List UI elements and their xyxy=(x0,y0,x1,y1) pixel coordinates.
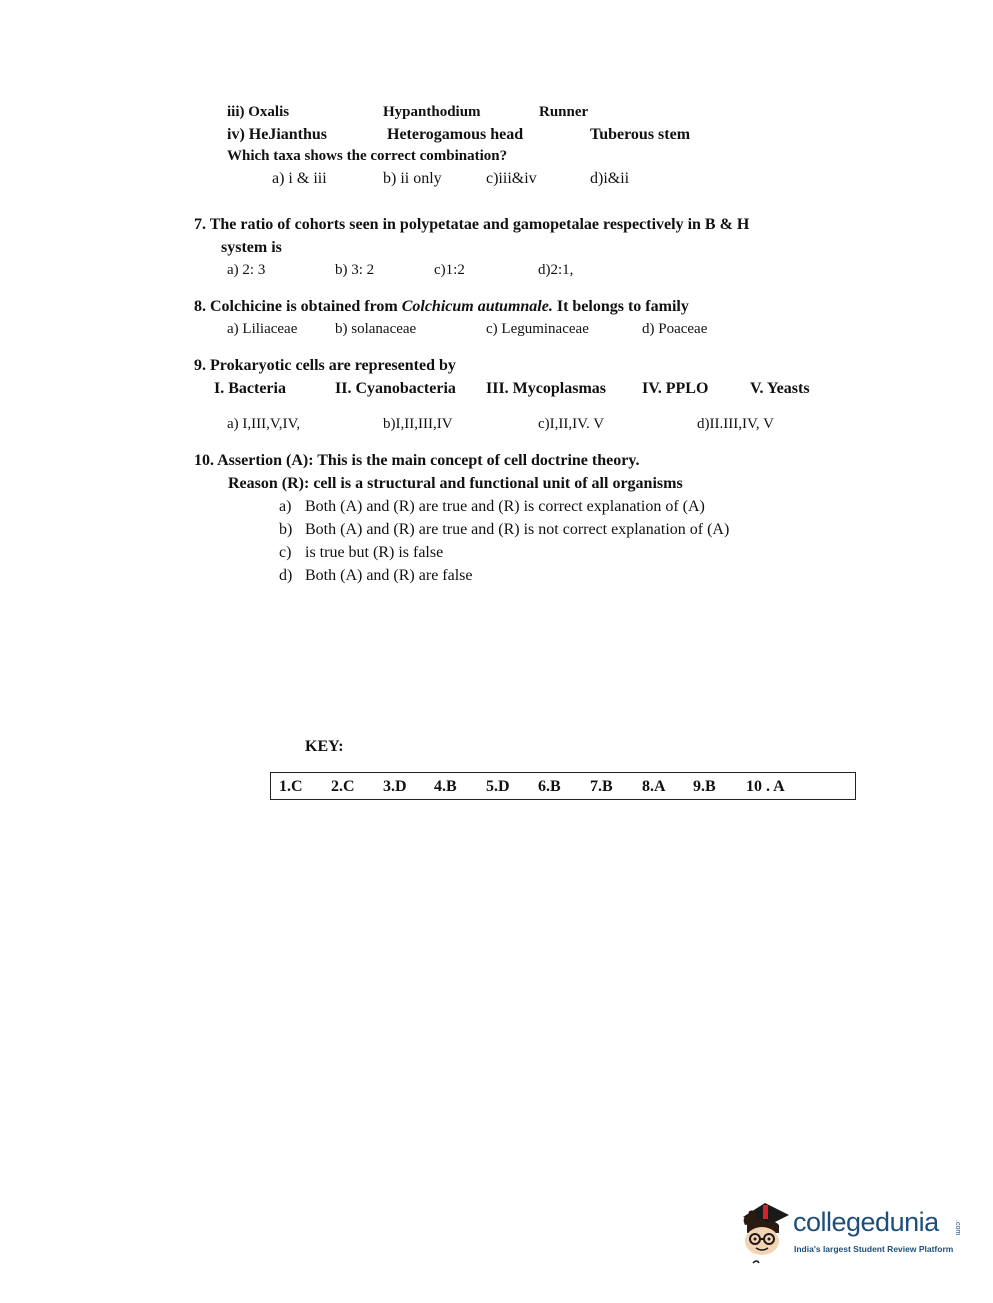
q6-option-c: c)iii&iv xyxy=(486,170,537,187)
q6-row3-col3: Runner xyxy=(539,104,589,120)
logo-tagline: India's largest Student Review Platform xyxy=(794,1244,954,1254)
q7-option-a: a) 2: 3 xyxy=(227,262,266,278)
q9-option-b: b)I,II,III,IV xyxy=(383,416,453,432)
q7-stem-cont: system is xyxy=(221,239,282,256)
q7-stem: 7. The ratio of cohorts seen in polypetatae and gamopetalae respectively in B & H xyxy=(194,216,750,233)
logo-wordmark: collegedunia xyxy=(793,1207,939,1237)
q9-item-1: I. Bacteria xyxy=(214,380,286,397)
q9-option-a: a) I,III,V,IV, xyxy=(227,416,301,432)
q8-stem-prefix: 8. Colchicine is obtained from xyxy=(194,298,402,315)
q7-option-d: d)2:1, xyxy=(538,262,574,278)
q10-option-c-text: is true but (R) is false xyxy=(305,544,444,561)
q9-stem: 9. Prokaryotic cells are represented by xyxy=(194,357,456,374)
q8-option-c: c) Leguminaceae xyxy=(486,321,589,337)
q9-option-d: d)II.III,IV, V xyxy=(697,416,774,432)
q8-option-d: d) Poaceae xyxy=(642,321,708,337)
q6-row3-col2: Hypanthodium xyxy=(383,104,481,120)
key-answer-5: 5.D xyxy=(486,778,510,795)
key-answer-8: 8.A xyxy=(642,778,666,795)
key-answer-1: 1.C xyxy=(279,778,303,795)
key-answer-10: 10 . A xyxy=(746,778,785,795)
q10-option-b-letter: b) xyxy=(279,521,293,538)
q7-option-b: b) 3: 2 xyxy=(335,262,375,278)
q7-option-c: c)1:2 xyxy=(434,262,465,278)
logo-tld: .com xyxy=(954,1220,961,1236)
key-answer-3: 3.D xyxy=(383,778,407,795)
collegedunia-logo xyxy=(735,1195,965,1270)
key-answer-2: 2.C xyxy=(331,778,355,795)
q6-option-d: d)i&ii xyxy=(590,170,630,187)
mascot-icon xyxy=(735,1195,795,1270)
q6-row4-col3: Tuberous stem xyxy=(590,126,691,143)
key-heading: KEY: xyxy=(305,738,344,755)
q8-stem xyxy=(194,298,689,316)
q9-item-4: IV. PPLO xyxy=(642,380,709,397)
key-answer-7: 7.B xyxy=(590,778,613,795)
q6-option-b: b) ii only xyxy=(383,170,442,187)
q10-option-d-text: Both (A) and (R) are false xyxy=(305,567,473,584)
q6-prompt: Which taxa shows the correct combination? xyxy=(227,148,508,164)
key-answer-9: 9.B xyxy=(693,778,716,795)
q6-row3-col1: iii) Oxalis xyxy=(227,104,290,120)
q10-option-a-letter: a) xyxy=(279,498,292,515)
q8-species: Colchicum autumnale. xyxy=(401,298,553,315)
key-answer-6: 6.B xyxy=(538,778,561,795)
q6-row4-col2: Heterogamous head xyxy=(387,126,524,143)
q8-option-a: a) Liliaceae xyxy=(227,321,298,337)
q10-option-c-letter: c) xyxy=(279,544,292,561)
q10-assertion: 10. Assertion (A): This is the main concept of cell doctrine theory. xyxy=(194,452,640,469)
q10-reason: Reason (R): cell is a structural and functional unit of all organisms xyxy=(228,475,683,492)
answer-key-table xyxy=(270,772,856,800)
q6-row4-col1: iv) HeJianthus xyxy=(227,126,328,143)
q9-item-3: III. Mycoplasmas xyxy=(486,380,607,397)
q9-item-5: V. Yeasts xyxy=(750,380,810,397)
q10-option-b-text: Both (A) and (R) are true and (R) is not correct explanation of (A) xyxy=(305,521,730,538)
q9-option-c: c)I,II,IV. V xyxy=(538,416,605,432)
q10-option-d-letter: d) xyxy=(279,567,293,584)
q9-item-2: II. Cyanobacteria xyxy=(335,380,456,397)
q10-option-a-text: Both (A) and (R) are true and (R) is correct explanation of (A) xyxy=(305,498,705,515)
q6-option-a: a) i & iii xyxy=(272,170,327,187)
key-answer-4: 4.B xyxy=(434,778,457,795)
q8-stem-suffix: It belongs to family xyxy=(552,298,689,315)
q8-option-b: b) solanaceae xyxy=(335,321,417,337)
